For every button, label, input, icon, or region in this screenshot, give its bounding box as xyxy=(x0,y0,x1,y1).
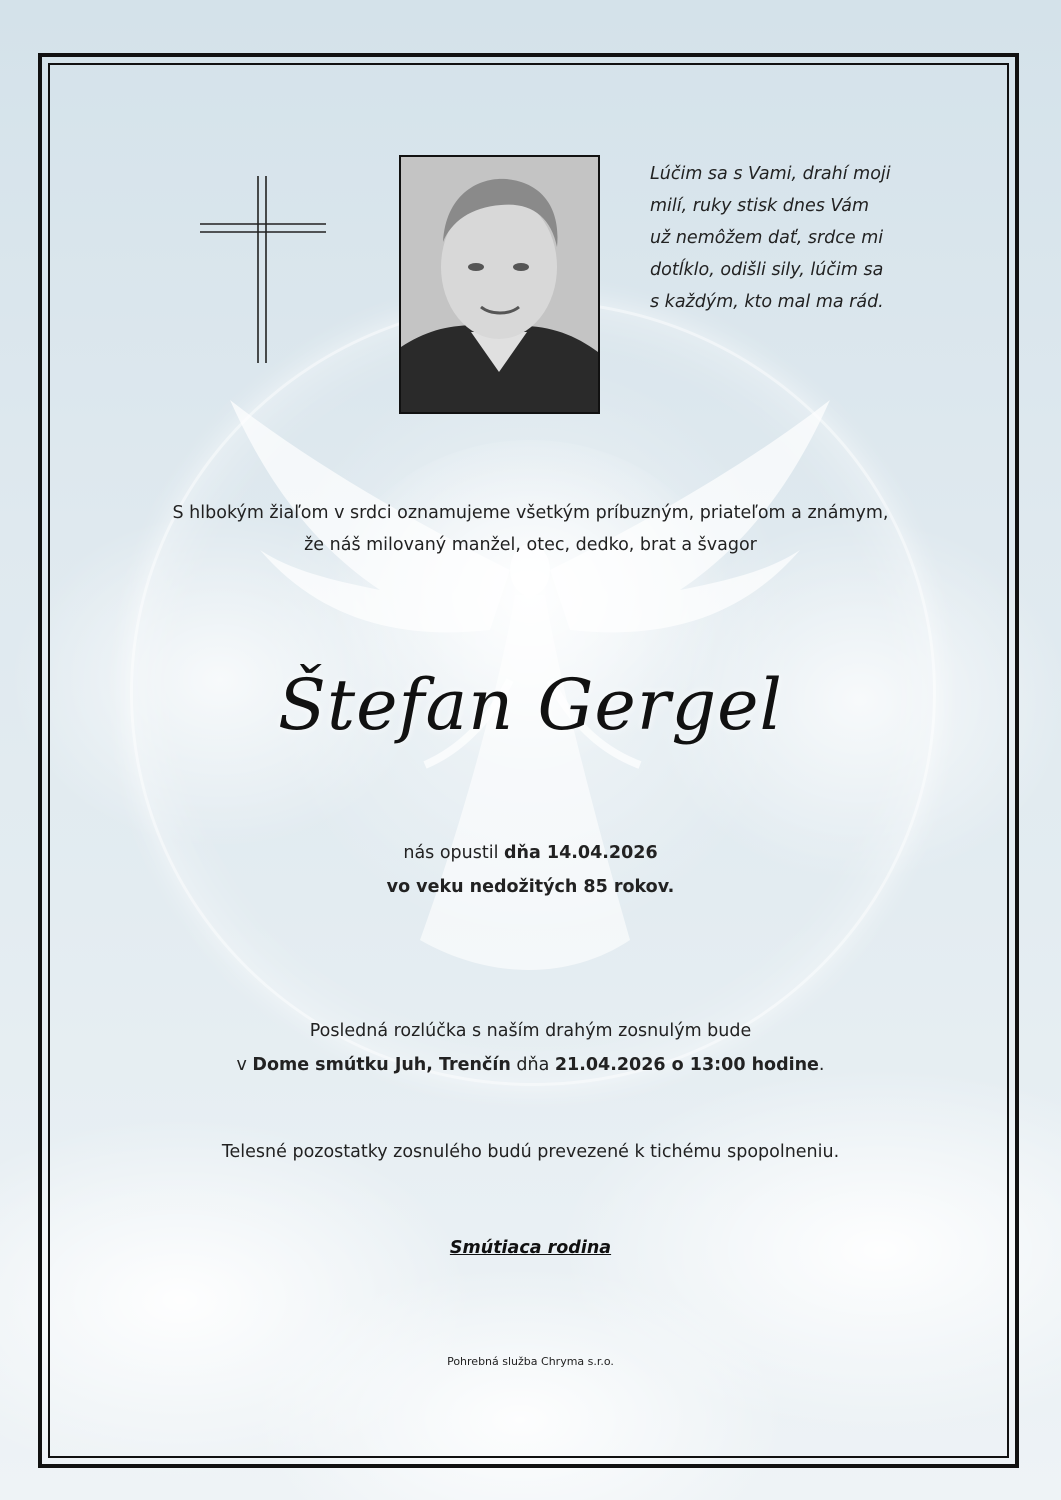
deceased-name: Štefan Gergel xyxy=(278,664,783,746)
funeral-line-1: Posledná rozlúčka s naším drahým zosnulým bude xyxy=(309,1021,752,1041)
death-age-text: vo veku nedožitých 85 rokov. xyxy=(386,877,675,897)
funeral-datetime: 21.04.2026 o 13:00 hodine xyxy=(554,1055,819,1075)
cross-icon xyxy=(196,172,330,367)
funeral-end: . xyxy=(818,1055,825,1075)
poem-line: s každým, kto mal ma rád. xyxy=(650,292,884,312)
death-date-line xyxy=(60,836,1001,870)
funeral-service-name: Pohrebná služba Chryma s.r.o. xyxy=(447,1355,614,1368)
farewell-poem xyxy=(650,158,920,318)
death-age xyxy=(60,870,1001,904)
poem-line: Lúčim sa s Vami, drahí moji xyxy=(650,164,891,184)
intro-line-2: že náš milovaný manžel, otec, dedko, brat a švagor xyxy=(304,535,757,555)
poem-line: milí, ruky stisk dnes Vám xyxy=(650,196,870,216)
announcement-intro xyxy=(60,497,1001,561)
death-date: dňa 14.04.2026 xyxy=(504,843,658,863)
remains-note: Telesné pozostatky zosnulého budú prevezené k tichému spopolneniu. xyxy=(221,1142,840,1162)
poem-line: už nemôžem dať, srdce mi xyxy=(650,228,884,248)
funeral-mid: dňa xyxy=(510,1055,555,1075)
death-prefix: nás opustil xyxy=(403,843,505,863)
intro-line-1: S hlbokým žiaľom v srdci oznamujeme všetkým príbuzným, priateľom a známym, xyxy=(172,503,889,523)
funeral-pre: v xyxy=(236,1055,253,1075)
funeral-line-2 xyxy=(60,1048,1001,1082)
funeral-place: Dome smútku Juh, Trenčín xyxy=(252,1055,511,1075)
portrait-photo xyxy=(399,155,600,414)
family-signature: Smútiaca rodina xyxy=(449,1238,612,1258)
funeral-info xyxy=(60,1014,1001,1082)
death-info xyxy=(60,836,1001,904)
poem-line: dotĺklo, odišli sily, lúčim sa xyxy=(650,260,884,280)
